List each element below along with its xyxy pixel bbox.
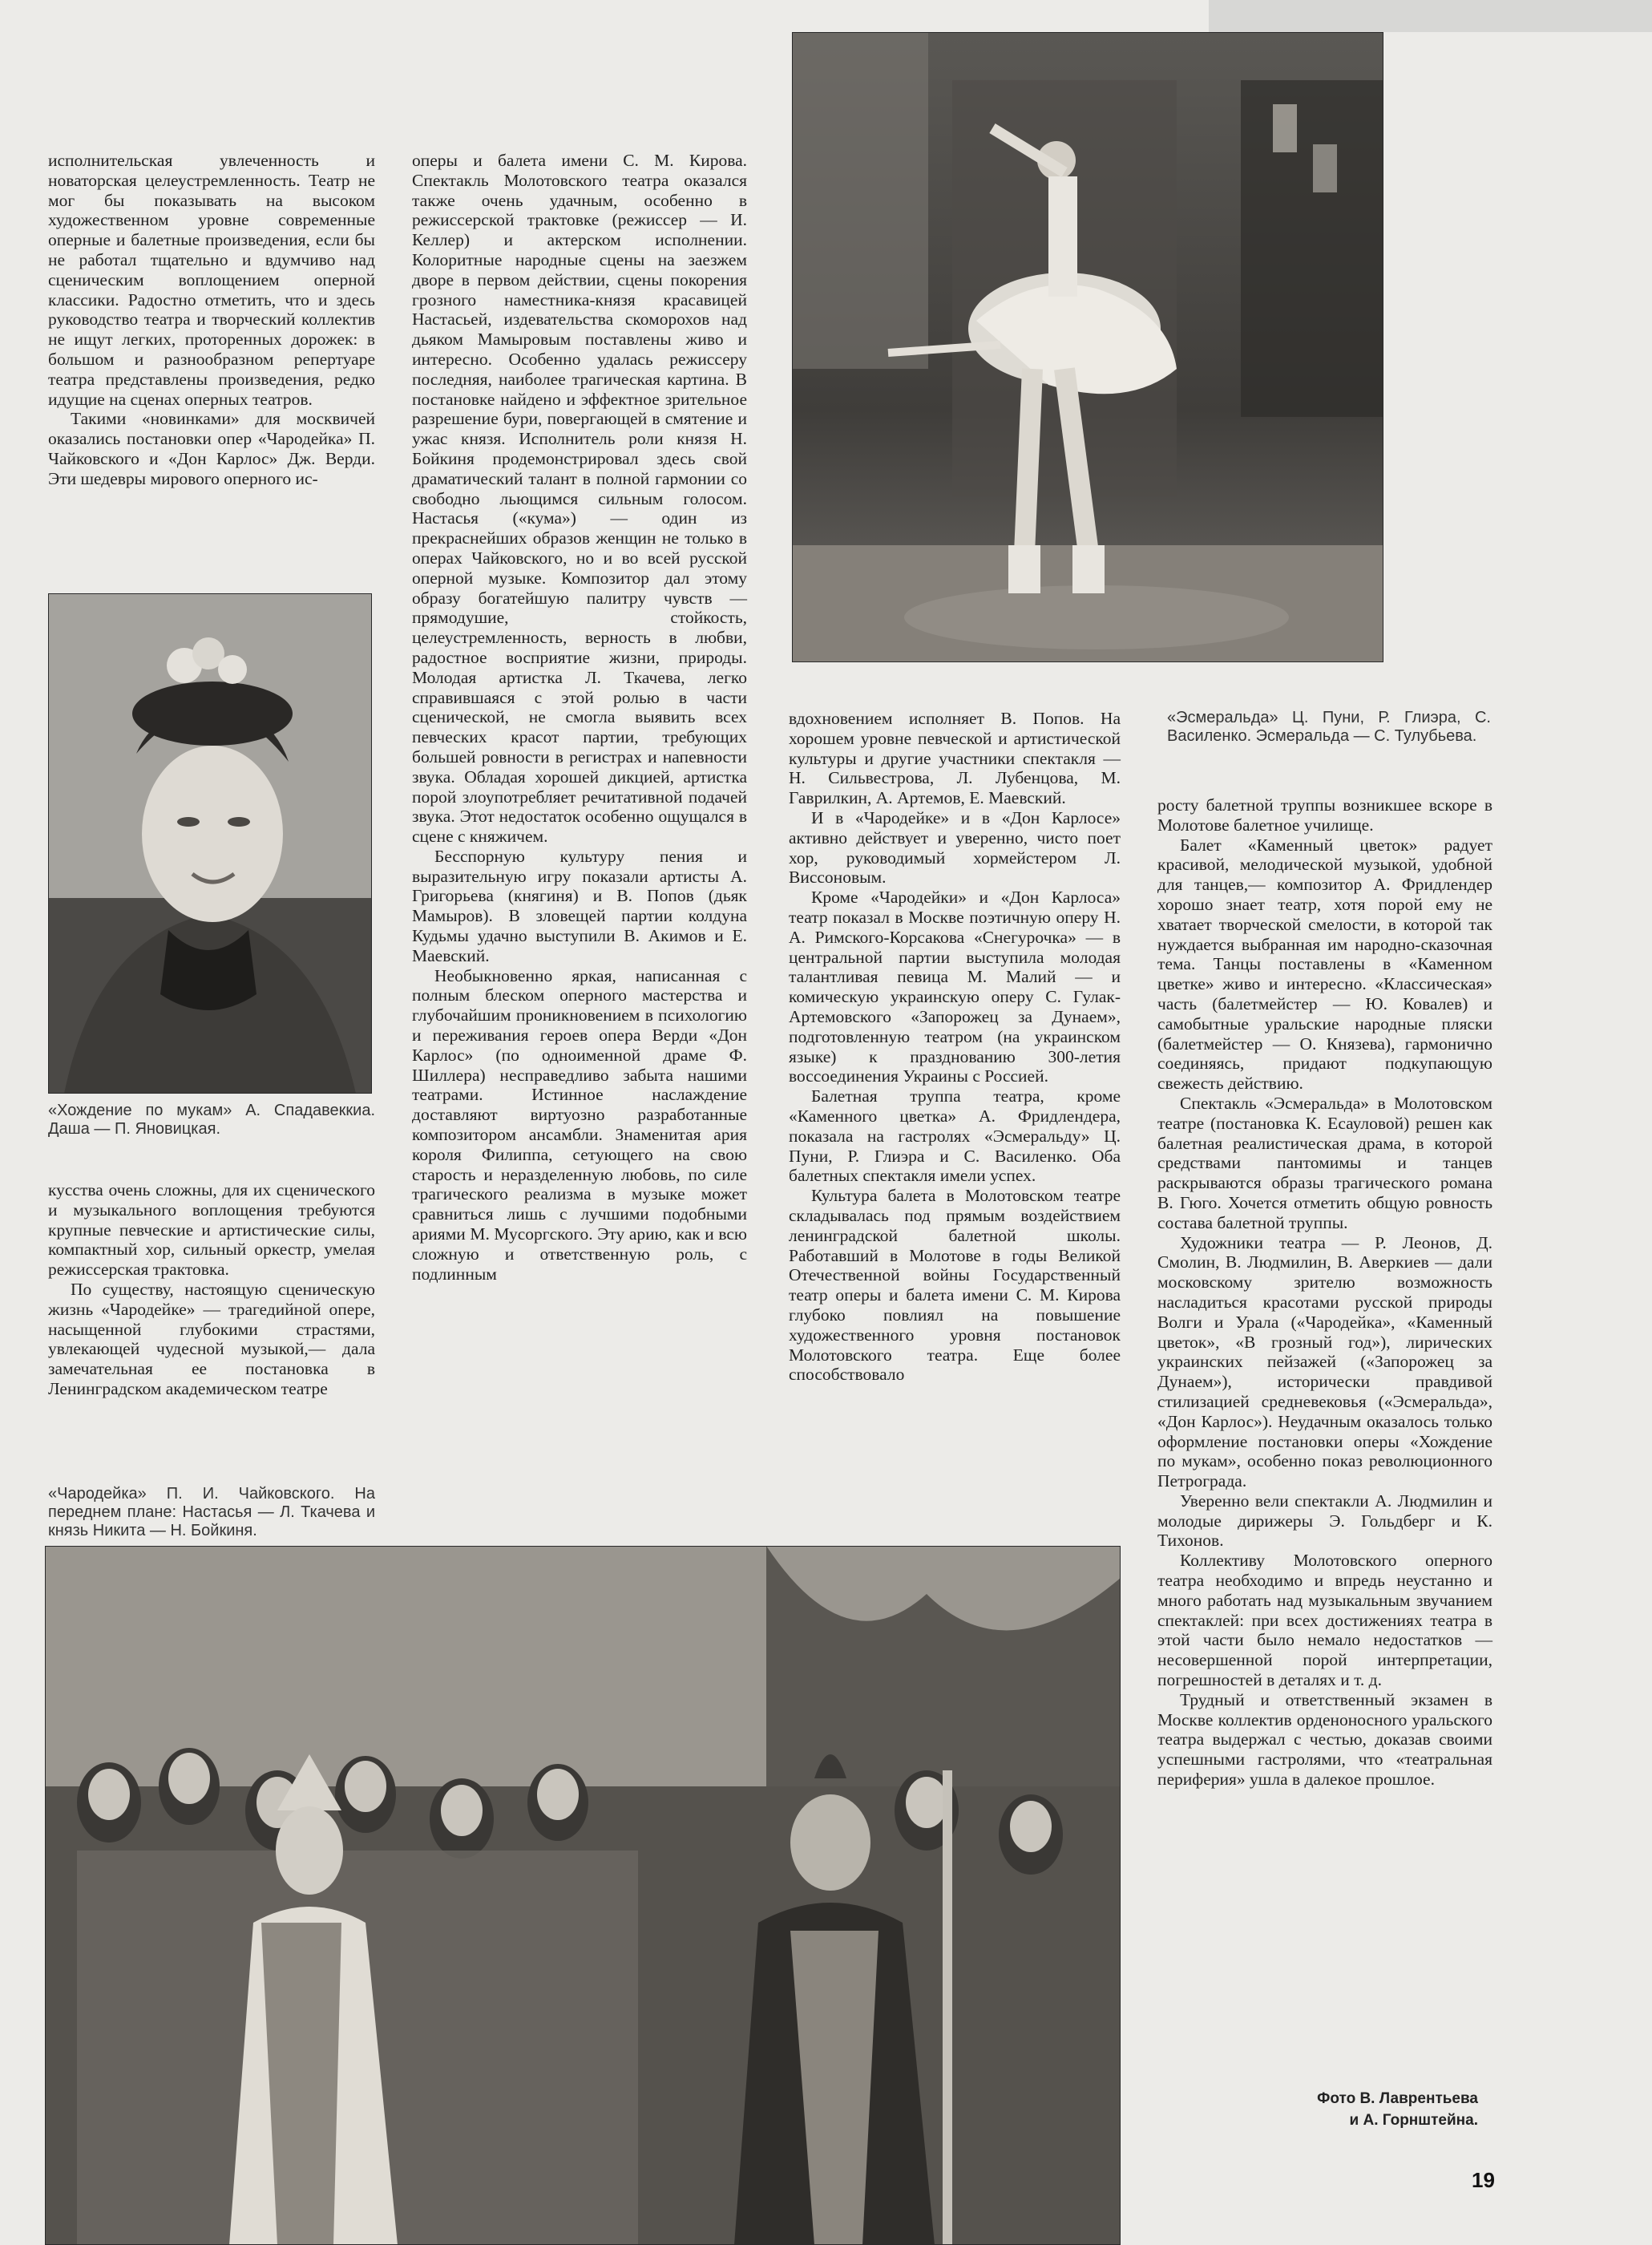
column-2 [412, 151, 747, 1284]
col3-paragraph-5: Культура балета в Молотовском театре складывалась под прямым воздействием ленинградской балетной школы. Работавший в Молотове в годы Великой Отечественной войны Государственный театр оперы и балета имени С. М. Кирова глубоко повлиял на повышение художественного уровня постановок Молотовского театра. Еще более способствовало [789, 1186, 1121, 1385]
portrait-caption [48, 1102, 375, 1139]
page-number: 19 [1472, 2168, 1495, 2192]
photo-credit [1157, 2088, 1478, 2131]
ballet-photo [792, 32, 1383, 662]
col3-paragraph-3: Кроме «Чародейки» и «Дон Карлоса» театр показал в Москве поэтичную оперу Н. А. Римского-Корсакова «Снегурочка» — в центральной партии выступила молодая талантливая певица М. Малий — и комическую украинскую оперу С. Гулак-Артемовского «Запорожец за Дунаем», подготовленную театром (на украинском языке) к празднованию 300-летия воссоединения Украины с Россией. [789, 888, 1121, 1086]
portrait-caption-text: «Хождение по мукам» А. Спадавеккиа. Даша — П. Яновицкая. [48, 1102, 375, 1138]
opera-photo-image [45, 1546, 1121, 2245]
col3-paragraph-2: И в «Чародейке» и в «Дон Карлосе» активно действует и уверенно, чисто поет хор, руководимый хормейстером Л. Виссоновым. [789, 807, 1121, 888]
opera-caption [48, 1485, 375, 1540]
col4-paragraph-6: Коллективу Молотовского оперного театра необходимо и впредь неустанно и много работать над музыкальным звучанием спектаклей: при всех достижениях театра в этой части было немало недостатков — несовершенной порой интерпретации, погрешностей в деталях и т. д. [1157, 1551, 1492, 1690]
column-3 [789, 709, 1121, 1385]
col4-paragraph-2: Балет «Каменный цветок» радует красивой, мелодической музыкой, удобной для танцев,— композитор А. Фридлендер хорошо знает театр, хотя порой ему не хватает творческой смелости, в которой так нуждается выбранная им народно-сказочная тема. Танцы поставлены в «Каменном цветке» живо и интересно. «Классическая» часть (балетмейстер — Ю. Ковалев) и самобытные уральские народные пляски (балетмейстер — О. Князева), гармонично соединяясь, придают подкупающую свежесть действию. [1157, 835, 1492, 1094]
ballet-caption [1167, 709, 1491, 746]
col4-paragraph-4: Художники театра — Р. Леонов, Д. Смолин, В. Людмилин, В. Аверкиев — дали московскому зрителю возможность насладиться красотами русской природы Волги и Урала («Чародейка», «Каменный цветок», «В грозный год»), лирических украинских пейзажей («Запорожец за Дунаем»), исторически правдивой стилизацией средневековья («Эсмеральда», «Дон Карлос»). Неудачным оказалось только оформление постановки оперы «Хождение по мукам», особенно показ революционного Петрограда. [1157, 1232, 1492, 1491]
col1-paragraph-1: исполнительская увлеченность и новаторская целеустремленность. Театр не мог бы показывать на высоком художественном уровне современные оперные и балетные произведения, если бы не работал тщательно и вдумчиво над сценическим воплощением оперной классики. Радостно отметить, что и здесь руководство театра и творческий коллектив не ищут легких, проторенных дорожек: в большом и разнообразном репертуаре театра представлены произведения, редко идущие на сценах оперных театров. [48, 151, 375, 409]
col1-paragraph-3: кусства очень сложны, для их сценического и музыкального воплощения требуются крупные певческие и артистические силы, компактный хор, сильный оркестр, умелая режиссерская трактовка. [48, 1180, 375, 1280]
col4-paragraph-5: Уверенно вели спектакли А. Людмилин и молодые дирижеры Э. Гольдберг и К. Тихонов. [1157, 1491, 1492, 1551]
col3-paragraph-1: вдохновением исполняет В. Попов. На хорошем уровне певческой и артистической культуры и другие участники спектакля — Н. Сильвестрова, Л. Лубенцова, М. Гаврилкин, А. Артемов, Е. Маевский. [789, 709, 1121, 808]
col2-paragraph-3: Необыкновенно яркая, написанная с полным блеском оперного мастерства и глубочайшим проникновением в психологию и переживания героев опера Верди «Дон Карлос» (по одноименной драме Ф. Шиллера) несправедливо забыта нашими театрами. Истинное наслаждение доставляют виртуозно разработанные композитором ансамбли. Знаменитая ария короля Филиппа, сетующего на свою старость и неразделенную любовь, по силе трагического реализма в музыке может сравниться лишь с лучшими подобными ариями М. Мусоргского. Эту арию, как и всю сложную и ответственную роль, с подлинным [412, 965, 747, 1284]
ballet-caption-text: «Эсмеральда» Ц. Пуни, Р. Глиэра, С. Василенко. Эсмеральда — С. Тулубьева. [1167, 709, 1491, 745]
page-edge-shadow [1209, 0, 1652, 32]
column-1-bottom [48, 1180, 375, 1399]
col2-paragraph-2: Бесспорную культуру пения и выразительную игру показали артисты А. Григорьева (княгиня) и В. Попов (дьяк Мамыров). В зловещей партии колдуна Кудьмы удачно выступили В. Акимов и Е. Маевский. [412, 846, 747, 965]
col4-paragraph-1: росту балетной труппы возникшее вскоре в Молотове балетное училище. [1157, 795, 1492, 835]
col2-paragraph-1: оперы и балета имени С. М. Кирова. Спектакль Молотовского театра оказался также очень удачным, особенно в режиссерской трактовке (режиссер — И. Келлер) и актерском исполнении. Колоритные народные сцены на заезжем дворе в первом действии, сцены покорения грозного наместника-князя красавицей Настасьей, издевательства скоморохов над дьяком Мамыровым поставлены живо и интересно. Особенно удалась режиссеру последняя, наиболее трагическая картина. В постановке найдено и эффектное зрительное разрешение бури, повергающей в смятение и ужас князя. Исполнитель роли князя Н. Бойкиня продемонстрировал здесь свой драматический талант в полной гармонии со свободно льющимся сильным голосом. Настасья («кума») — один из прекраснейших образов женщин не только в операх Чайковского, но и во всей русской оперной музыке. Композитор дал этому образу богатейшую палитру чувств — прямодушие, стойкость, целеустремленность, верность в любви, радостное восприятие жизни, природы. Молодая артистка Л. Ткачева, легко справившаяся с этой ролью в части сценической, не смогла выявить всех певческих красот партии, требующих большей ровности в регистрах и напевности звука. Обладая хорошей дикцией, артистка порой злоупотребляет речитативной подачей звука. Этот недостаток особенно ощущался в сцене с княжичем. [412, 151, 747, 847]
col1-paragraph-2: Такими «новинками» для москвичей оказались постановки опер «Чародейка» П. Чайковского и «Дон Карлос» Дж. Верди. Эти шедевры мирового оперного ис- [48, 409, 375, 488]
col4-paragraph-3: Спектакль «Эсмеральда» в Молотовском театре (постановка К. Есауловой) решен как балетная реалистическая драма, в которой средствами пантомимы и танцев раскрываются образы трагического романа В. Гюго. Хочется отметить общую ровность состава балетной труппы. [1157, 1093, 1492, 1232]
portrait-photo [48, 593, 372, 1094]
photo-credit-line-2: и А. Горнштейна. [1349, 2112, 1478, 2129]
col1-paragraph-4: По существу, настоящую сценическую жизнь «Чародейке» — трагедийной опере, насыщенной глубокими страстями, увлекающей чудесной музыкой,— дала замечательная ее постановка в Ленинградском академическом театре [48, 1279, 375, 1398]
col3-paragraph-4: Балетная труппа театра, кроме «Каменного цветка» А. Фридлендера, показала на гастролях «Эсмеральду» Ц. Пуни, Р. Глиэра и С. Василенко. Оба балетных спектакля имели успех. [789, 1086, 1121, 1186]
photo-credit-line-1: Фото В. Лаврентьева [1317, 2090, 1478, 2107]
ballet-photo-image [792, 32, 1383, 662]
opera-caption-text: «Чародейка» П. И. Чайковского. На переднем плане: Настасья — Л. Ткачева и князь Никита — Н. Бойкиня. [48, 1485, 375, 1539]
portrait-photo-image [48, 593, 372, 1094]
opera-photo [45, 1546, 1121, 2245]
column-4 [1157, 795, 1492, 1790]
column-1-top [48, 151, 375, 489]
col4-paragraph-7: Трудный и ответственный экзамен в Москве коллектив орденоносного уральского театра выдержал с честью, доказав своими успешными гастролями, что «театральная периферия» ушла в далекое прошлое. [1157, 1689, 1492, 1790]
